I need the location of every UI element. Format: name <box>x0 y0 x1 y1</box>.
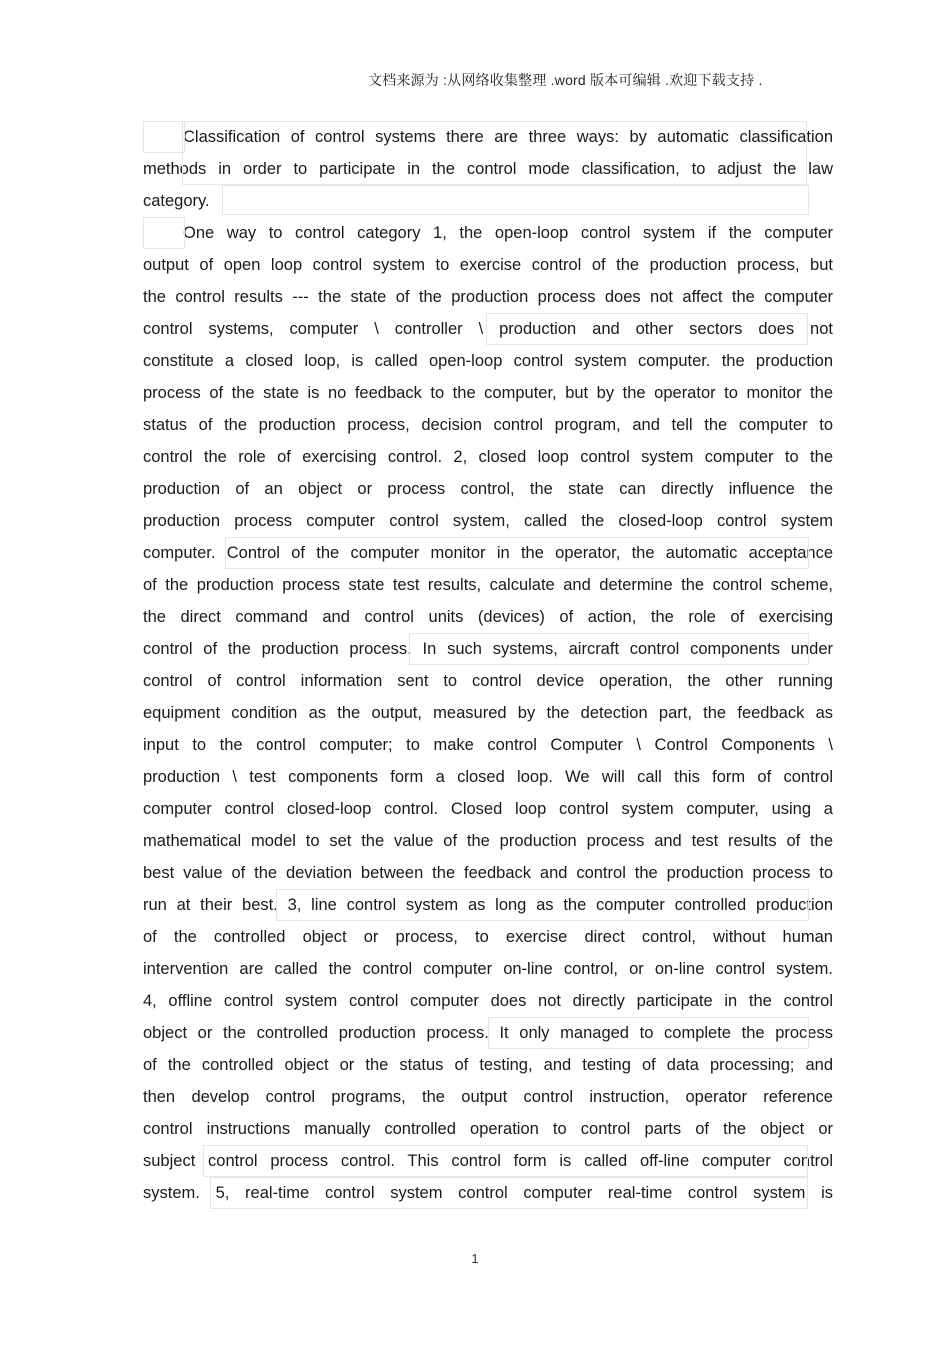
text-line: output of open loop control system to exercise control of the production process, but <box>143 256 833 274</box>
text-line: status of the production process, decision control program, and tell the computer to <box>143 416 833 434</box>
text-line: run at their best. 3, line control system as long as the computer controlled production <box>143 896 833 914</box>
text-line: production \ test components form a closed loop. We will call this form of control <box>143 768 833 786</box>
text-line: object or the controlled production process. It only managed to complete the process <box>143 1024 833 1042</box>
text-line: best value of the deviation between the feedback and control the production process to <box>143 864 833 882</box>
text-line: the control results --- the state of the production process does not affect the computer <box>143 288 833 306</box>
text-line: subject control process control. This control form is called off-line computer control <box>143 1152 833 1170</box>
text-line: the direct command and control units (devices) of action, the role of exercising <box>143 608 833 626</box>
text-line: control systems, computer \ controller \ production and other sectors does not <box>143 320 833 338</box>
text-line: methods in order to participate in the control mode classification, to adjust the law <box>143 160 833 178</box>
text-line: intervention are called the control computer on-line control, or on-line control system. <box>143 960 833 978</box>
body-text <box>143 121 833 1209</box>
text-line: of the controlled object or process, to exercise direct control, without human <box>143 928 833 946</box>
text-line: then develop control programs, the output control instruction, operator reference <box>143 1088 833 1106</box>
text-line: production process computer control system, called the closed-loop control system <box>143 512 833 530</box>
text-line: One way to control category 1, the open-loop control system if the computer <box>183 224 833 242</box>
text-line: Classification of control systems there are three ways: by automatic classification <box>183 128 833 146</box>
text-line: process of the state is no feedback to the computer, but by the operator to monitor the <box>143 384 833 402</box>
text-line: of the production process state test results, calculate and determine the control scheme, <box>143 576 833 594</box>
text-line: control instructions manually controlled operation to control parts of the object or <box>143 1120 833 1138</box>
text-line: computer control closed-loop control. Closed loop control system computer, using a <box>143 800 833 818</box>
text-line: mathematical model to set the value of the production process and test results of the <box>143 832 833 850</box>
text-line: category. <box>143 192 210 210</box>
text-line: system. 5, real-time control system control computer real-time control system is <box>143 1184 833 1202</box>
text-line: constitute a closed loop, is called open-loop control system computer. the production <box>143 352 833 370</box>
text-line: of the controlled object or the status of testing, and testing of data processing; and <box>143 1056 833 1074</box>
text-line: control of control information sent to control device operation, the other running <box>143 672 833 690</box>
text-line: computer. Control of the computer monitor in the operator, the automatic acceptance <box>143 544 833 562</box>
text-line: equipment condition as the output, measured by the detection part, the feedback as <box>143 704 833 722</box>
text-line: input to the control computer; to make control Computer \ Control Components \ <box>143 736 833 754</box>
text-line: control of the production process. In such systems, aircraft control components under <box>143 640 833 658</box>
text-line: control the role of exercising control. 2, closed loop control system computer to the <box>143 448 833 466</box>
text-line: 4, offline control system control computer does not directly participate in the control <box>143 992 833 1010</box>
page-header: 文档来源为 :从网络收集整理 .word 版本可编辑 .欢迎下载支持 . <box>368 72 763 88</box>
page-number: 1 <box>471 1251 479 1266</box>
text-line: production of an object or process control, the state can directly influence the <box>143 480 833 498</box>
